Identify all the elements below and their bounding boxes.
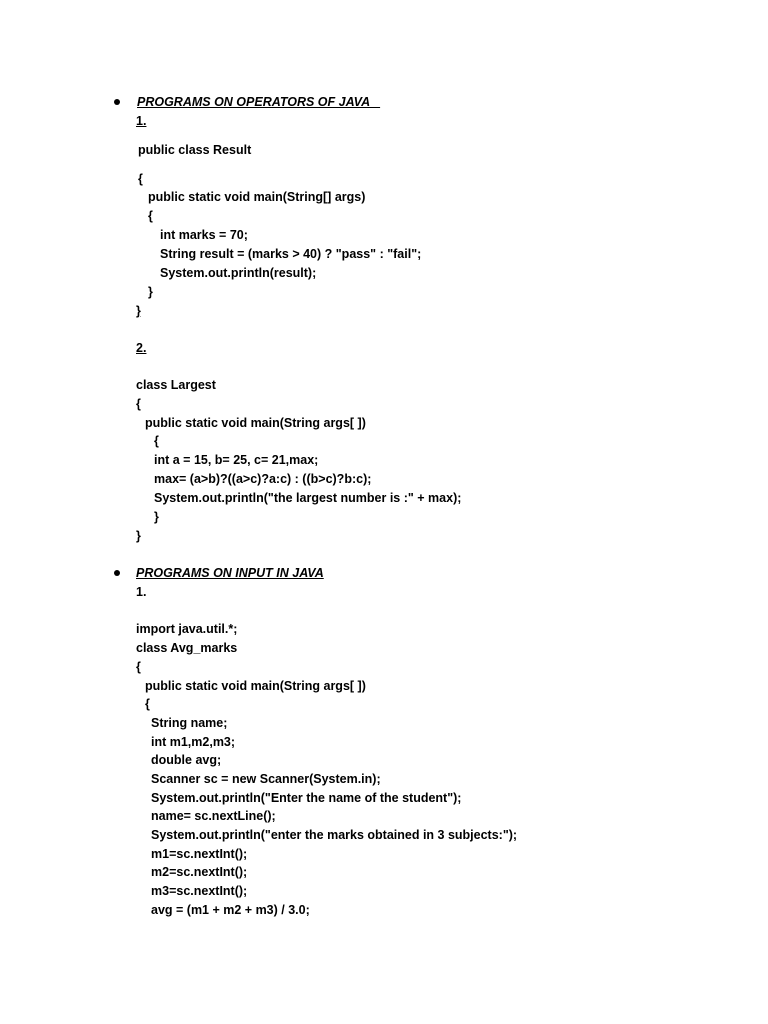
code-line: public static void main(String args[ ]) bbox=[145, 679, 366, 693]
code-line: name= sc.nextLine(); bbox=[151, 809, 276, 823]
code-line: public static void main(String[] args) bbox=[148, 190, 366, 204]
code-line: int m1,m2,m3; bbox=[151, 735, 236, 749]
code-line: System.out.println("Enter the name of the student"); bbox=[151, 791, 462, 805]
bullet-icon bbox=[114, 99, 120, 105]
code-line: public class Result bbox=[138, 143, 252, 157]
code-line: { bbox=[154, 434, 159, 448]
program-number: 2. bbox=[136, 341, 147, 355]
code-line: System.out.println(result); bbox=[160, 266, 317, 280]
code-line: System.out.println("the largest number is :" + max); bbox=[154, 491, 462, 505]
code-line: { bbox=[136, 660, 141, 674]
code-line: { bbox=[136, 397, 141, 411]
code-line: max= (a>b)?((a>c)?a:c) : ((b>c)?b:c); bbox=[154, 472, 372, 486]
code-line: int marks = 70; bbox=[160, 228, 248, 242]
bullet-icon bbox=[114, 570, 120, 576]
program-number: 1. bbox=[136, 585, 147, 599]
code-line: m1=sc.nextInt(); bbox=[151, 847, 248, 861]
section-heading-input: PROGRAMS ON INPUT IN JAVA bbox=[136, 566, 324, 580]
section-heading-operators: PROGRAMS ON OPERATORS OF JAVA bbox=[137, 95, 381, 109]
code-line: } bbox=[136, 529, 141, 543]
code-line: System.out.println("enter the marks obtained in 3 subjects:"); bbox=[151, 828, 518, 842]
code-line: { bbox=[138, 172, 143, 186]
code-line: } bbox=[154, 510, 159, 524]
code-line: class Avg_marks bbox=[136, 641, 238, 655]
code-line: String name; bbox=[151, 716, 228, 730]
code-line: { bbox=[148, 209, 153, 223]
code-line: public static void main(String args[ ]) bbox=[145, 416, 366, 430]
code-line: } bbox=[148, 285, 153, 299]
code-line: double avg; bbox=[151, 753, 222, 767]
code-line: int a = 15, b= 25, c= 21,max; bbox=[154, 453, 319, 467]
program-number: 1. bbox=[136, 114, 147, 128]
code-line: } bbox=[136, 304, 141, 318]
code-line: import java.util.*; bbox=[136, 622, 238, 636]
code-line: m2=sc.nextInt(); bbox=[151, 865, 248, 879]
code-line: { bbox=[145, 697, 150, 711]
code-line: avg = (m1 + m2 + m3) / 3.0; bbox=[151, 903, 310, 917]
code-line: m3=sc.nextInt(); bbox=[151, 884, 248, 898]
code-line: Scanner sc = new Scanner(System.in); bbox=[151, 772, 381, 786]
code-line: class Largest bbox=[136, 378, 216, 392]
code-line: String result = (marks > 40) ? "pass" : "fail"; bbox=[160, 247, 422, 261]
